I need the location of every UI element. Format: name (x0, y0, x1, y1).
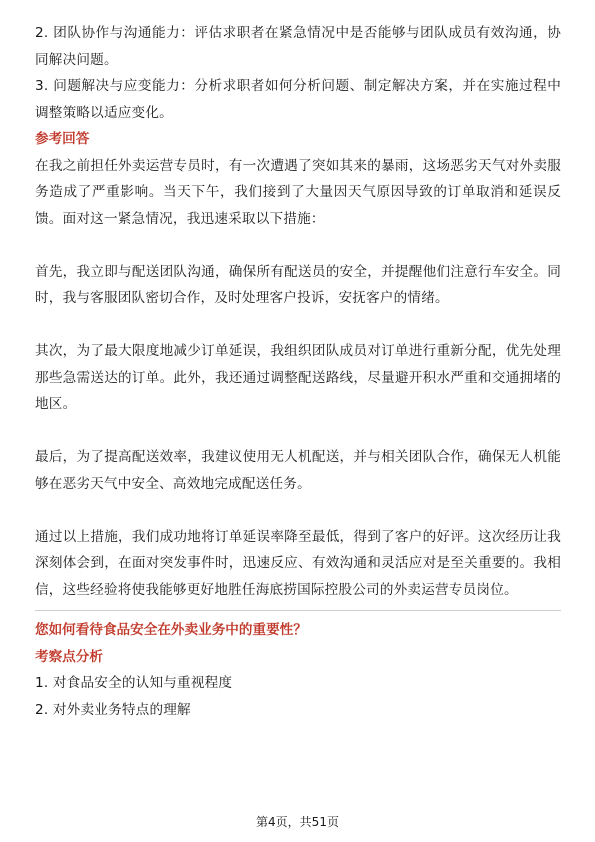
analysis-item-1: 1. 对食品安全的认知与重视程度 (35, 675, 233, 691)
paragraph-gap (35, 497, 561, 524)
document-page (35, 20, 561, 723)
paragraph-gap (35, 312, 561, 339)
page-number: 第4页，共51页 (256, 815, 339, 829)
analysis-heading: 考察点分析 (35, 648, 103, 665)
paragraph-gap (35, 232, 561, 259)
criterion-item-2: 2. 团队协作与沟通能力：评估求职者在紧急情况中是否能够与团队成员有效沟通，协同解决问题。 (35, 25, 561, 68)
answer-paragraph-second: 其次，为了最大限度地减少订单延误，我组织团队成员对订单进行重新分配，优先处理那些急需送达的订单。此外，我还通过调整配送路线，尽量避开积水严重和交通拥堵的地区。 (35, 343, 561, 412)
answer-paragraph-conclusion: 通过以上措施，我们成功地将订单延误率降至最低，得到了客户的好评。这次经历让我深刻体会到，在面对突发事件时，迅速反应、有效沟通和灵活应对是至关重要的。我相信，这些经验将使我能够更好地胜任海底捞国际控股公司的外卖运营专员岗位。 (35, 528, 561, 598)
question-heading: 您如何看待食品安全在外卖业务中的重要性？ (35, 622, 307, 638)
answer-paragraph-first: 首先，我立即与配送团队沟通，确保所有配送员的安全，并提醒他们注意行车安全。同时，我与客服团队密切合作，及时处理客户投诉，安抚客户的情绪。 (35, 263, 561, 306)
answer-heading: 参考回答 (35, 131, 90, 147)
answer-paragraph-intro: 在我之前担任外卖运营专员时，有一次遭遇了突如其来的暴雨，这场恶劣天气对外卖服务造成了严重影响。当天下午，我们接到了大量因天气原因导致的订单取消和延误反馈。面对这一紧急情况，我迅速采取以下措施： (35, 157, 561, 227)
paragraph-gap (35, 418, 561, 445)
criterion-item-3: 3. 问题解决与应变能力：分析求职者如何分析问题、制定解决方案，并在实施过程中调整策略以适应变化。 (35, 78, 561, 121)
answer-paragraph-last: 最后，为了提高配送效率，我建议使用无人机配送，并与相关团队合作，确保无人机能够在恶劣天气中安全、高效地完成配送任务。 (35, 449, 561, 492)
section-divider (35, 610, 561, 611)
analysis-item-2: 2. 对外卖业务特点的理解 (35, 701, 191, 718)
